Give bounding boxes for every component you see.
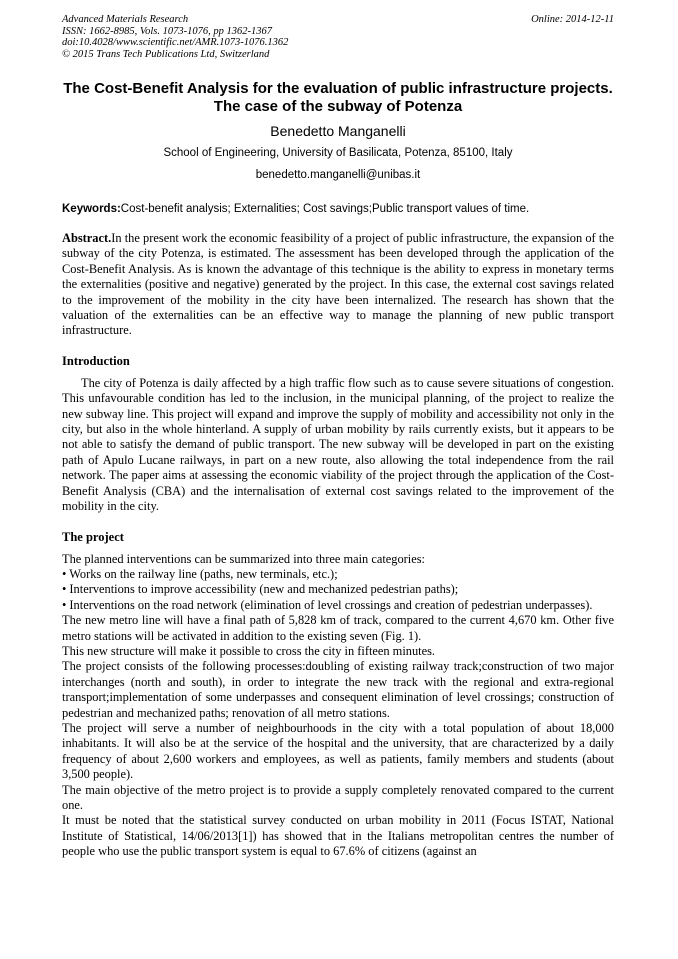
journal-header [62, 14, 614, 60]
issn-line: ISSN: 1662-8985, Vols. 1073-1076, pp 1362-1367 [62, 25, 272, 37]
introduction-text: The city of Potenza is daily affected by a high traffic flow such as to cause severe situations of congestion. This unfavourable condition has led to the inclusion, in the municipal planning, of the project to realize the new subway line. This project will expand and improve the supply of mobility and accessibility not only in the city, but also in the whole hinterland. A supply of urban mobility by rails currently exists, but it appears to be not able to satisfy the demand of public transport. The new subway will be developed in part on the existing path of Apulo Lucane railways, in part on a new route, also allowing the total independence from the rail network. The paper aims at assessing the economic viability of the project through the application of the Cost-Benefit Analysis (CBA) and the internalisation of external cost savings related to the improvement of the mobility in the city. [62, 375, 614, 514]
doi-line: doi:10.4028/www.scientific.net/AMR.1073-1076.1362 [62, 37, 289, 48]
abstract-text: In the present work the economic feasibility of a project of public infrastructure, the expansion of the subway of the city Potenza, is estimated. The assessment has been developed through the application of the Cost-Benefit Analysis. As is known the advantage of this technique is the ability to express in monetary terms the externalities (positive and negative) generated by the project. In this case, the external cost savings related to the improvement of the mobility in the city have been internalized. The research has shown that the valuation of the externalities can be an effective way to manage the planning of new public transport infrastructure. [62, 231, 614, 338]
project-bullet: • Interventions to improve accessibility (new and mechanized pedestrian paths); [62, 582, 459, 597]
project-paragraph: It must be noted that the statistical survey conducted on urban mobility in 2011 (Focus ISTAT, National Institute of Statistical, 14/06/2013[1]) has showed that in the Italians metropolitan centres the number of people who use the public transport system is equal to 67.6% of citizens (against an [62, 813, 614, 859]
keywords [62, 202, 614, 216]
project-bullet: • Interventions on the road network (elimination of level crossings and creation of pedestrian underpasses). [62, 597, 593, 612]
keywords-text: Cost-benefit analysis; Externalities; Cost savings;Public transport values of time. [120, 203, 530, 215]
project-paragraph: The project consists of the following processes:doubling of existing railway track;construction of two major interchanges (north and south), in order to integrate the new track with the regional and extra-regional transport;implementation of some underpasses and consequent elimination of level crossings; construction of pedestrian and mechanized paths; renovation of all metro stations. [62, 659, 614, 720]
abstract-label: Abstract. [62, 231, 112, 245]
project-heading: The project [62, 529, 124, 544]
project-paragraph: The new metro line will have a final path of 5,828 km of track, compared to the current 4,670 km. Other five metro stations will be activated in addition to the existing seven (Fig. 1). [62, 613, 614, 643]
author-email: benedetto.manganelli@unibas.it [255, 169, 421, 181]
keywords-label: Keywords: [62, 203, 121, 215]
project-bullet: • Works on the railway line (paths, new terminals, etc.); [62, 566, 338, 581]
abstract [62, 231, 614, 339]
paper-page [62, 14, 614, 860]
project-paragraph: The project will serve a number of neighbourhoods in the city with a total population of about 18,000 inhabitants. It will also be at the service of the hospital and the university, that are characterized by a daily frequency of about 2,600 workers and employees, as well as patients, family members and students (about 3,500 people). [62, 720, 614, 782]
author-affiliation: School of Engineering, University of Basilicata, Potenza, 85100, Italy [163, 147, 513, 159]
copyright-line: © 2015 Trans Tech Publications Ltd, Switzerland [62, 48, 270, 60]
introduction-heading: Introduction [62, 353, 130, 368]
project-paragraph: This new structure will make it possible to cross the city in fifteen minutes. [62, 643, 436, 658]
author-name: Benedetto Manganelli [270, 123, 406, 139]
project-paragraph: The main objective of the metro project is to provide a supply completely renovated compared to the current one. [62, 782, 614, 812]
project-paragraph: The planned interventions can be summarized into three main categories: [62, 551, 425, 566]
paper-title: The Cost-Benefit Analysis for the evaluation of public infrastructure projects. The case of the subway of Potenza [63, 80, 613, 115]
journal-name: Advanced Materials Research [62, 14, 189, 25]
online-date: Online: 2014-12-11 [531, 14, 614, 25]
